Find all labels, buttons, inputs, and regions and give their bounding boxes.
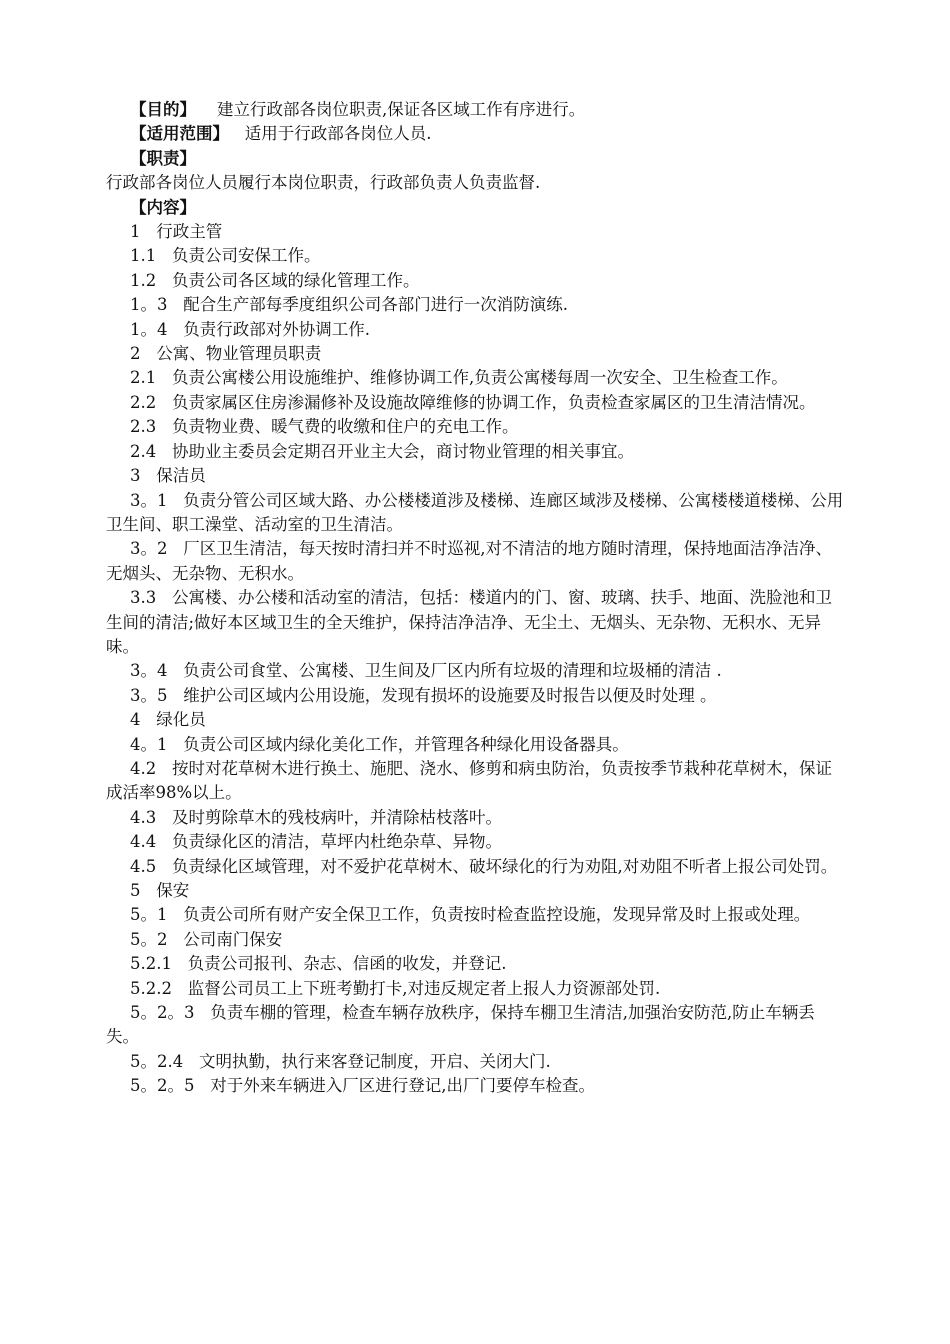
content-paragraph: 5 保安 bbox=[130, 881, 190, 900]
content-line: 1 行政主管 bbox=[130, 222, 223, 242]
content-paragraph: 5。2。3 负责车棚的管理，检查车辆存放秩序，保持车棚卫生清洁,加强治安防范,防止车辆丢失。 bbox=[106, 1003, 815, 1047]
duty-text: 行政部各岗位人员履行本岗位职责，行政部负责人负责监督. bbox=[106, 173, 541, 193]
content-paragraph: 5.2.2 监督公司员工上下班考勤打卡,对违反规定者上报人力资源部处罚. bbox=[130, 978, 661, 998]
content-paragraph: 4。1 负责公司区域内绿化美化工作，并管理各种绿化用设备器具。 bbox=[130, 734, 629, 754]
scope-text: 适用于行政部各岗位人员. bbox=[229, 124, 432, 144]
purpose-label: 【目的】 bbox=[130, 100, 196, 119]
content-paragraph: 4 绿化员 bbox=[130, 710, 206, 730]
content-paragraph: 3。4 负责公司食堂、公寓楼、卫生间及厂区内所有垃圾的清理和垃圾桶的清洁 . bbox=[130, 661, 722, 681]
content-paragraph: 5。1 负责公司所有财产安全保卫工作，负责按时检查监控设施，发现异常及时上报或处理。 bbox=[130, 905, 811, 925]
content-line: 1.2 负责公司各区域的绿化管理工作。 bbox=[130, 270, 420, 290]
content-paragraph: 4.5 负责绿化区域管理，对不爱护花草树木、破坏绿化的行为劝阻,对劝阻不听者上报公司处罚。 bbox=[130, 856, 838, 876]
purpose-text: 建立行政部各岗位职责,保证各区域工作有序进行。 bbox=[196, 100, 586, 119]
content-paragraph: 2.4 协助业主委员会定期召开业主大会，商讨物业管理的相关事宜。 bbox=[130, 441, 634, 461]
content-paragraph: 2.3 负责物业费、暖气费的收缴和住户的充电工作。 bbox=[130, 417, 519, 437]
duty-row bbox=[106, 147, 846, 171]
content-paragraph: 3。1 负责分管公司区域大路、办公楼楼道涉及楼梯、连廊区域涉及楼梯、公寓楼楼道楼梯、公用卫生间、职工澡堂、活动室的卫生清洁。 bbox=[106, 490, 844, 534]
content-row bbox=[106, 196, 846, 220]
content-paragraph: 5。2 公司南门保安 bbox=[130, 929, 283, 949]
purpose-row bbox=[106, 98, 846, 122]
content-line: 1.1 负责公司安保工作。 bbox=[130, 246, 321, 266]
content-line: 1。3 配合生产部每季度组织公司各部门进行一次消防演练. bbox=[130, 295, 568, 315]
duty-label: 【职责】 bbox=[130, 148, 196, 168]
content-paragraph: 5.2.1 负责公司报刊、杂志、信函的收发，并登记. bbox=[130, 954, 507, 974]
content-line: 2 公寓、物业管理员职责 bbox=[130, 344, 322, 364]
content-paragraph: 2.1 负责公寓楼公用设施维护、维修协调工作,负责公寓楼每周一次安全、卫生检查工作。 bbox=[130, 368, 788, 388]
content-paragraph: 3。2 厂区卫生清洁，每天按时清扫并不时巡视,对不清洁的地方随时清理，保持地面洁净洁净、无烟头、无杂物、无积水。 bbox=[106, 539, 832, 583]
scope-row bbox=[106, 122, 846, 146]
content-paragraph: 3。5 维护公司区域内公用设施，发现有损坏的设施要及时报告以便及时处理 。 bbox=[130, 685, 717, 705]
content-label: 【内容】 bbox=[130, 197, 196, 217]
content-paragraph: 2.2 负责家属区住房渗漏修补及设施故障维修的协调工作，负责检查家属区的卫生清洁情况。 bbox=[130, 392, 816, 412]
content-paragraph: 3 保洁员 bbox=[130, 466, 206, 486]
content-paragraph: 3.3 公寓楼、办公楼和活动室的清洁，包括：楼道内的门、窗、玻璃、扶手、地面、洗脸池和卫生间的清洁;做好本区域卫生的全天维护，保持洁净洁净、无尘土、无烟头、无杂物、无积水、无异味。 bbox=[106, 588, 832, 656]
content-paragraph: 5。2。5 对于外来车辆进入厂区进行登记,出厂门要停车检查。 bbox=[130, 1076, 595, 1096]
document-body bbox=[106, 98, 846, 1099]
scope-label: 【适用范围】 bbox=[130, 124, 229, 144]
content-line: 1。4 负责行政部对外协调工作. bbox=[130, 319, 370, 339]
content-paragraph: 4.3 及时剪除草木的残枝病叶，并清除枯枝落叶。 bbox=[130, 807, 502, 827]
content-paragraph: 4.2 按时对花草树木进行换土、施肥、浇水、修剪和病虫防治，负责按季节栽种花草树木，保证成活率98%以上。 bbox=[106, 758, 832, 803]
content-paragraph: 4.4 负责绿化区的清洁，草坪内杜绝杂草、异物。 bbox=[130, 832, 502, 852]
content-paragraph: 5。2.4 文明执勤，执行来客登记制度，开启、关闭大门. bbox=[130, 1051, 551, 1071]
